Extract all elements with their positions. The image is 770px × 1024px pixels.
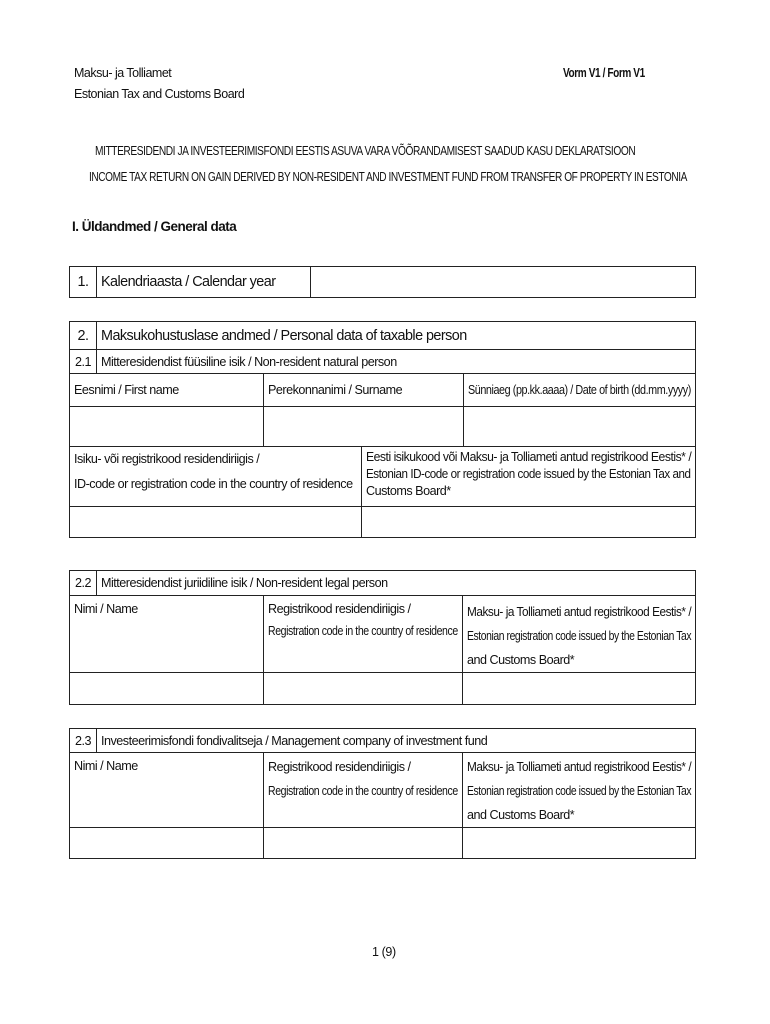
calendar-year-label [97, 267, 311, 298]
row-number [70, 571, 97, 596]
authority-name-en: Estonian Tax and Customs Board [74, 87, 245, 101]
surname-label-text: Perekonnanimi / Surname [268, 383, 403, 397]
row-number-text: 2.2 [74, 576, 91, 590]
mgmt-reg-code-label [264, 753, 463, 828]
row-number-text: 2.1 [74, 354, 91, 369]
legal-emta-code-label-line2: Estonian registration code issued by the Estonian Tax [467, 629, 692, 643]
natural-person-label-text: Mitteresidendist füüsiline isik / Non-resident natural person [101, 354, 397, 369]
management-company-label [97, 729, 696, 753]
personal-data-table [69, 321, 696, 538]
title-en: INCOME TAX RETURN ON GAIN DERIVED BY NON-RESIDENT AND INVESTMENT FUND FROM TRANSFER OF PROPERTY IN ESTONIA [89, 169, 687, 184]
calendar-year-field[interactable] [311, 267, 696, 298]
management-company-label-text: Investeerimisfondi fondivalitseja / Management company of investment fund [101, 733, 488, 748]
row-number [70, 322, 97, 350]
mgmt-emta-code-label-line1: Maksu- ja Tolliameti antud registrikood Eestis* / [467, 760, 692, 774]
legal-name-label [70, 596, 264, 673]
legal-emta-code-field[interactable] [463, 673, 696, 705]
row-number-text: 2.3 [74, 733, 91, 748]
legal-person-label [97, 571, 696, 596]
mgmt-reg-code-label-line2: Registration code in the country of residence [268, 784, 458, 798]
mgmt-emta-code-label-line2: Estonian registration code issued by the Estonian Tax [467, 784, 692, 798]
title-et: MITTERESIDENDI JA INVESTEERIMISFONDI EESTIS ASUVA VARA VÕÕRANDAMISEST SAADUD KASU DEKLARATSIOON [95, 143, 636, 158]
legal-person-label-text: Mitteresidendist juriidiline isik / Non-resident legal person [101, 576, 388, 590]
estonian-id-code-label-line2: Estonian ID-code or registration code issued by the Estonian Tax and [366, 467, 691, 481]
authority-name-et: Maksu- ja Tolliamet [74, 66, 172, 80]
estonian-id-code-label [362, 447, 696, 507]
residence-id-code-label-et: Isiku- või registrikood residendiriigis / [74, 452, 260, 466]
mgmt-name-label [70, 753, 264, 828]
row-number-text: 2. [77, 327, 89, 344]
legal-reg-code-label-line1: Registrikood residendiriigis / [268, 602, 411, 616]
mgmt-emta-code-label [463, 753, 696, 828]
date-of-birth-label-text: Sünniaeg (pp.kk.aaaa) / Date of birth (dd.mm.yyyy) [468, 383, 691, 397]
mgmt-reg-code-field[interactable] [264, 828, 463, 859]
estonian-id-code-label-line3: Customs Board* [366, 484, 451, 498]
form-id: Vorm V1 / Form V1 [563, 66, 645, 80]
first-name-field[interactable] [70, 407, 264, 447]
legal-reg-code-label-line2: Registration code in the country of residence [268, 624, 458, 638]
legal-name-label-text: Nimi / Name [74, 602, 138, 616]
mgmt-reg-code-label-line1: Registrikood residendiriigis / [268, 760, 411, 774]
legal-reg-code-field[interactable] [264, 673, 463, 705]
residence-id-code-field[interactable] [70, 507, 362, 538]
mgmt-emta-code-label-line3: and Customs Board* [467, 808, 575, 822]
legal-emta-code-label [463, 596, 696, 673]
estonian-id-code-label-line1: Eesti isikukood või Maksu- ja Tolliameti antud registrikood Eestis* / [366, 450, 692, 464]
mgmt-name-field[interactable] [70, 828, 264, 859]
personal-data-label [97, 322, 696, 350]
date-of-birth-field[interactable] [464, 407, 696, 447]
mgmt-name-label-text: Nimi / Name [74, 759, 138, 773]
natural-person-label [97, 350, 696, 374]
first-name-label-text: Eesnimi / First name [74, 383, 179, 397]
mgmt-emta-code-field[interactable] [463, 828, 696, 859]
legal-name-field[interactable] [70, 673, 264, 705]
surname-label [264, 374, 464, 407]
personal-data-label-text: Maksukohustuslase andmed / Personal data of taxable person [101, 327, 467, 344]
first-name-label [70, 374, 264, 407]
residence-id-code-label [70, 447, 362, 507]
date-of-birth-label [464, 374, 696, 407]
row-number [70, 350, 97, 374]
calendar-year-table [69, 266, 696, 298]
row-number [70, 267, 97, 298]
legal-person-table [69, 570, 696, 705]
legal-emta-code-label-line3: and Customs Board* [467, 653, 575, 667]
management-company-table [69, 728, 696, 859]
legal-reg-code-label [264, 596, 463, 673]
section-heading-general-data: I. Üldandmed / General data [72, 219, 237, 234]
row-number [70, 729, 97, 753]
residence-id-code-label-en: ID-code or registration code in the country of residence [74, 477, 353, 491]
calendar-year-label-text: Kalendriaasta / Calendar year [101, 274, 276, 290]
surname-field[interactable] [264, 407, 464, 447]
estonian-id-code-field[interactable] [362, 507, 696, 538]
page-number: 1 (9) [372, 945, 396, 959]
legal-emta-code-label-line1: Maksu- ja Tolliameti antud registrikood Eestis* / [467, 605, 692, 619]
row-number-text: 1. [77, 274, 89, 290]
